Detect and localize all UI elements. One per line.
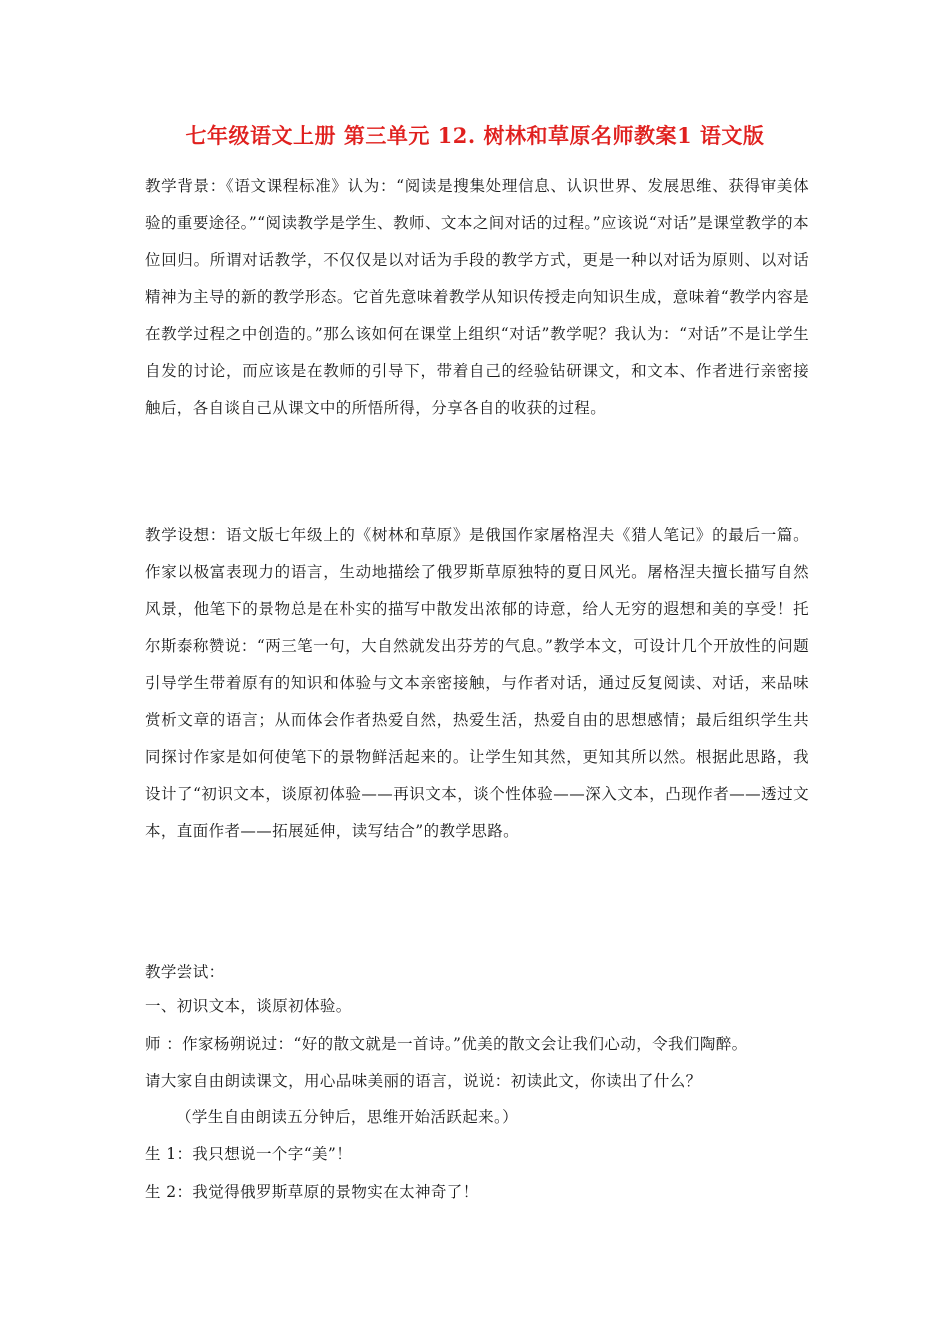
classroom-note: （学生自由朗读五分钟后，思维开始活跃起来。） (176, 1108, 519, 1126)
teacher-line-2: 请大家自由朗读课文，用心品味美丽的语言，说说：初读此文，你读出了什么？ (145, 1072, 702, 1090)
document-title: 七年级语文上册 第三单元 12. 树林和草原名师教案1 语文版 (185, 123, 765, 148)
student-line-2: 生 2：我觉得俄罗斯草原的景物实在太神奇了！ (145, 1183, 479, 1201)
step-one-heading: 一、初识文本，谈原初体验。 (145, 997, 352, 1015)
teaching-attempt-heading: 教学尝试： (145, 963, 225, 981)
teaching-background-paragraph: 教学背景：《语文课程标准》认为：“阅读是搜集处理信息、认识世界、发展思维、获得审美体验的重要途径。”“阅读教学是学生、教师、文本之间对话的过程。”应该说“对话”是课堂教学的本位回归。所谓对话教学，不仅仅是以对话为手段的教学方式，更是一种以对话为原则、以对话精神为主导的新的教学形态。它首先意味着教学从知识传授走向知识生成，意味着“教学内容是在教学过程之中创造的。”那么该如何在课堂上组织“对话”教学呢？我认为：“对话”不是让学生自发的讨论，而应该是在教师的引导下，带着自己的经验钻研课文，和文本、作者进行亲密接触后，各自谈自己从课文中的所悟所得，分享各自的收获的过程。 (145, 177, 809, 417)
teaching-design-paragraph: 教学设想：语文版七年级上的《树林和草原》是俄国作家屠格涅夫《猎人笔记》的最后一篇。作家以极富表现力的语言，生动地描绘了俄罗斯草原独特的夏日风光。屠格涅夫擅长描写自然风景，他笔下的景物总是在朴实的描写中散发出浓郁的诗意，给人无穷的遐想和美的享受！托尔斯泰称赞说：“两三笔一句，大自然就发出芬芳的气息。”教学本文，可设计几个开放性的问题引导学生带着原有的知识和体验与文本亲密接触，与作者对话，通过反复阅读、对话，来品味赏析文章的语言；从而体会作者热爱自然，热爱生活，热爱自由的思想感情；最后组织学生共同探讨作家是如何使笔下的景物鲜活起来的。让学生知其然，更知其所以然。根据此思路，我设计了“初识文本，谈原初体验——再识文本，谈个性体验——深入文本，凸现作者——透过文本，直面作者——拓展延伸，读写结合”的教学思路。 (145, 526, 809, 840)
teacher-line-1: 师 ：作家杨朔说过：“好的散文就是一首诗。”优美的散文会让我们心动，令我们陶醉。 (145, 1035, 748, 1053)
student-line-1: 生 1：我只想说一个字“美”！ (145, 1145, 353, 1163)
